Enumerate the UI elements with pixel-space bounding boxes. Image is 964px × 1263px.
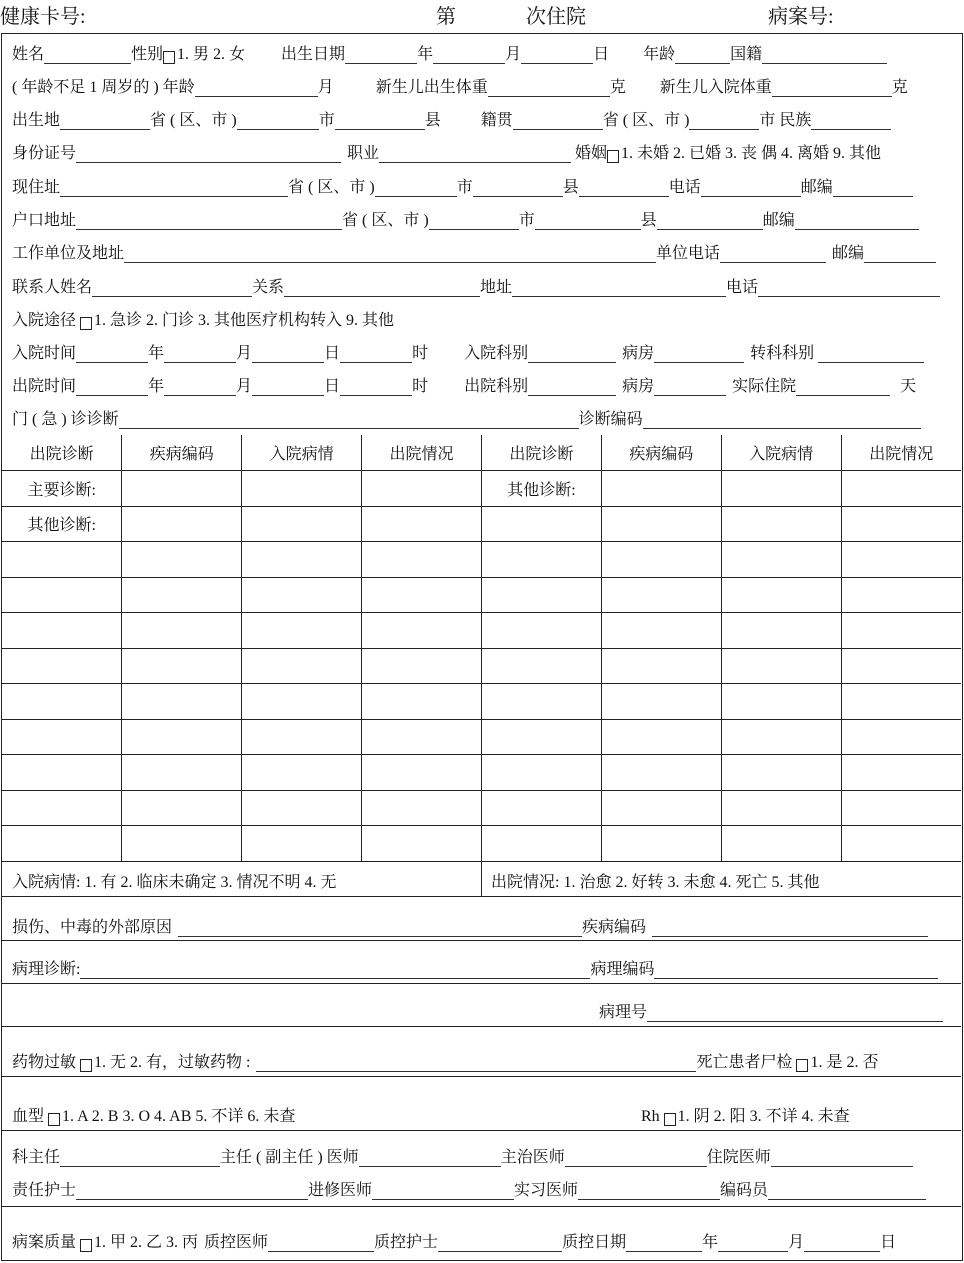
diagnosis-table (2, 435, 961, 862)
blank-field[interactable] (76, 378, 148, 396)
allergy-drug-field[interactable] (256, 1054, 696, 1072)
table-cell: 疾病编码 (601, 435, 721, 471)
table-cell[interactable] (841, 826, 961, 862)
row-name: 姓名 性别 1. 男 2. 女 出生日期 年 月 日 年龄 国籍 (12, 41, 887, 63)
birth-year-field[interactable] (345, 46, 417, 64)
table-cell[interactable] (362, 826, 482, 862)
table-cell[interactable] (362, 719, 482, 755)
rh-checkbox[interactable] (664, 1113, 676, 1126)
row-quality: 病案质量 1. 甲 2. 乙 3. 丙 质控医师 质控护士 质控日期 年 月 日 (12, 1234, 897, 1251)
phone-field[interactable] (701, 179, 801, 197)
table-cell[interactable] (2, 542, 122, 578)
table-row (2, 613, 961, 649)
table-cell[interactable] (362, 471, 482, 507)
trainee-physician-field[interactable] (372, 1182, 514, 1200)
table-cell[interactable] (122, 719, 242, 755)
table-cell[interactable] (601, 577, 721, 613)
table-cell[interactable] (482, 542, 602, 578)
table-cell[interactable] (2, 755, 122, 791)
qc-year-field[interactable] (626, 1234, 702, 1252)
table-cell[interactable] (362, 755, 482, 791)
table-cell[interactable] (122, 577, 242, 613)
table-cell[interactable] (2, 577, 122, 613)
blank-field[interactable] (340, 378, 412, 396)
native-province-field[interactable] (513, 112, 603, 130)
address-postcode-field[interactable] (833, 179, 913, 197)
table-cell[interactable] (841, 506, 961, 542)
table-cell[interactable] (721, 648, 841, 684)
table-row (2, 542, 961, 578)
table-cell[interactable] (122, 542, 242, 578)
table-cell: 出院情况 (362, 435, 482, 471)
table-cell[interactable] (242, 684, 362, 720)
row-birthplace: 出生地 省 ( 区、市 ) 市 县 籍贯 省 ( 区、市 ) 市 民族 (12, 107, 891, 129)
contact-phone-field[interactable] (758, 279, 940, 297)
table-cell[interactable] (242, 826, 362, 862)
outpatient-dx-field[interactable] (119, 411, 579, 429)
blank-field[interactable] (654, 345, 744, 363)
blank-field[interactable] (164, 378, 236, 396)
address-extra-field[interactable] (579, 179, 669, 197)
table-cell[interactable] (841, 684, 961, 720)
marital-checkbox[interactable] (607, 150, 619, 163)
row-registered-address: 户口地址 省 ( 区、市 ) 市 县 邮编 (12, 207, 919, 229)
attending-field[interactable] (565, 1149, 707, 1167)
intern-field[interactable] (578, 1182, 720, 1200)
table-row (2, 790, 961, 826)
qc-month-field[interactable] (718, 1234, 788, 1252)
table-cell[interactable] (721, 719, 841, 755)
table-cell[interactable] (482, 577, 602, 613)
blank-field[interactable] (654, 378, 726, 396)
table-header-row (2, 435, 961, 471)
row-allergy: 药物过敏 1. 无 2. 有，过敏药物 : 死亡患者尸检 1. 是 2. 否 (12, 1054, 879, 1071)
table-cell[interactable] (482, 506, 602, 542)
infant-age-field[interactable] (195, 79, 318, 97)
row-contact: 联系人姓名 关系 地址 电话 (12, 274, 940, 296)
nurse-field[interactable] (76, 1182, 308, 1200)
blank-field[interactable] (340, 345, 412, 363)
table-cell[interactable] (242, 755, 362, 791)
blood-type-checkbox[interactable] (48, 1113, 60, 1126)
contact-address-field[interactable] (512, 279, 726, 297)
qc-day-field[interactable] (804, 1234, 880, 1252)
birth-city-field[interactable] (237, 112, 319, 130)
employer-phone-field[interactable] (720, 245, 826, 263)
table-cell[interactable] (482, 790, 602, 826)
table-cell[interactable] (721, 471, 841, 507)
row-admission-route: 入院途径 1. 急诊 2. 门诊 3. 其他医疗机构转入 9. 其他 (12, 312, 395, 329)
blank-field[interactable] (76, 345, 148, 363)
table-cell[interactable] (122, 471, 242, 507)
birth-province-field[interactable] (60, 112, 150, 130)
birth-county-field[interactable] (335, 112, 425, 130)
table-cell[interactable] (2, 613, 122, 649)
table-row (2, 506, 961, 542)
table-cell[interactable] (242, 542, 362, 578)
registered-city-field[interactable] (429, 212, 519, 230)
pathology-code-field[interactable] (654, 961, 938, 979)
pathology-number-field[interactable] (647, 1004, 943, 1022)
table-cell[interactable] (2, 790, 122, 826)
table-cell[interactable] (601, 790, 721, 826)
table-row (2, 648, 961, 684)
table-cell[interactable] (721, 506, 841, 542)
record-frame (1, 33, 963, 1261)
divider (2, 1206, 961, 1207)
name-field[interactable] (44, 46, 131, 64)
admission-count-label: 次住院 (526, 6, 586, 28)
qc-nurse-field[interactable] (438, 1234, 562, 1252)
address-city-field[interactable] (375, 179, 457, 197)
table-cell[interactable] (242, 648, 362, 684)
table-cell: 出院情况 (841, 435, 961, 471)
row-admission-time: 入院时间 年 月 日 时 入院科别 病房 转科科别 (12, 340, 924, 362)
table-cell[interactable] (601, 471, 721, 507)
table-row (2, 471, 961, 507)
row-outpatient-dx: 门 ( 急 ) 诊诊断 诊断编码 (12, 406, 921, 428)
qc-doctor-field[interactable] (268, 1234, 374, 1252)
row-staff-2: 责任护士 进修医师 实习医师 编码员 (12, 1177, 926, 1199)
native-city-field[interactable] (689, 112, 759, 130)
table-row (2, 755, 961, 791)
table-cell[interactable] (122, 790, 242, 826)
table-cell[interactable] (601, 506, 721, 542)
table-cell[interactable] (841, 577, 961, 613)
row-pathology: 病理诊断: 病理编码 (12, 956, 938, 978)
employer-postcode-field[interactable] (864, 245, 936, 263)
birth-weight-field[interactable] (488, 79, 610, 97)
table-cell[interactable] (2, 684, 122, 720)
resident-field[interactable] (771, 1149, 913, 1167)
nationality-field[interactable] (762, 46, 887, 64)
table-cell[interactable] (122, 826, 242, 862)
divider (2, 983, 961, 984)
table-cell[interactable] (721, 684, 841, 720)
table-cell[interactable] (362, 684, 482, 720)
table-cell[interactable] (122, 684, 242, 720)
table-cell[interactable] (841, 613, 961, 649)
birth-day-field[interactable] (521, 46, 593, 64)
row-staff-1: 科主任 主任 ( 副主任 ) 医师 主治医师 住院医师 (12, 1144, 913, 1166)
table-cell: 其他诊断: (482, 471, 602, 507)
address-province-field[interactable] (60, 179, 288, 197)
row-infant-age: ( 年龄不足 1 周岁的 ) 年龄 月 新生儿出生体重 克 新生儿入院体重 克 (12, 79, 908, 96)
table-cell[interactable] (482, 755, 602, 791)
blank-field[interactable] (252, 345, 324, 363)
legend-divider (481, 862, 482, 896)
table-cell: 出院诊断 (482, 435, 602, 471)
table-cell[interactable] (362, 648, 482, 684)
table-cell[interactable] (362, 613, 482, 649)
id-number-field[interactable] (76, 145, 341, 163)
row-employer: 工作单位及地址 单位电话 邮编 (12, 240, 936, 262)
table-cell[interactable] (721, 790, 841, 826)
table-cell[interactable] (601, 719, 721, 755)
row-rh: Rh 1. 阴 2. 阳 3. 不详 4. 未查 (641, 1108, 850, 1125)
table-cell: 入院病情 (721, 435, 841, 471)
table-cell[interactable] (122, 648, 242, 684)
injury-code-field[interactable] (652, 919, 928, 937)
coder-field[interactable] (768, 1182, 926, 1200)
quality-checkbox[interactable] (80, 1239, 92, 1252)
table-cell: 其他诊断: (2, 506, 122, 542)
table-cell[interactable] (721, 542, 841, 578)
autopsy-checkbox[interactable] (796, 1059, 808, 1072)
row-pathology-no: 病理号 (599, 999, 943, 1021)
table-cell: 入院病情 (242, 435, 362, 471)
table-cell[interactable] (482, 684, 602, 720)
row-blood: 血型 1. A 2. B 3. O 4. AB 5. 不详 6. 未查 (12, 1108, 296, 1125)
blank-field[interactable] (252, 378, 324, 396)
admit-weight-field[interactable] (772, 79, 892, 97)
table-cell[interactable] (242, 506, 362, 542)
contact-name-field[interactable] (92, 279, 252, 297)
table-cell: 主要诊断: (2, 471, 122, 507)
row-id: 身份证号 职业 婚姻 1. 未婚 2. 已婚 3. 丧 偶 4. 离婚 9. 其他 (12, 145, 882, 162)
admission-route-checkbox[interactable] (80, 317, 92, 330)
blank-field[interactable] (528, 345, 616, 363)
table-cell[interactable] (2, 719, 122, 755)
table-cell[interactable] (2, 826, 122, 862)
table-cell[interactable] (482, 719, 602, 755)
divider (2, 896, 961, 897)
table-cell[interactable] (601, 755, 721, 791)
table-cell[interactable] (721, 613, 841, 649)
blank-field[interactable] (164, 345, 236, 363)
contact-relation-field[interactable] (284, 279, 480, 297)
table-cell[interactable] (242, 790, 362, 826)
table-cell[interactable] (721, 755, 841, 791)
table-cell[interactable] (841, 719, 961, 755)
table-cell[interactable] (841, 790, 961, 826)
chief-physician-field[interactable] (359, 1149, 501, 1167)
discharge-legend: 出院情况: 1. 治愈 2. 好转 3. 未愈 4. 死亡 5. 其他 (491, 874, 820, 891)
case-number-label: 病案号: (768, 6, 834, 28)
ethnicity-field[interactable] (811, 112, 891, 130)
table-cell[interactable] (601, 542, 721, 578)
table-cell[interactable] (601, 648, 721, 684)
table-cell[interactable] (2, 648, 122, 684)
table-row (2, 719, 961, 755)
table-cell[interactable] (721, 826, 841, 862)
table-cell[interactable] (122, 755, 242, 791)
blank-field[interactable] (528, 378, 616, 396)
table-cell: 疾病编码 (122, 435, 242, 471)
injury-cause-field[interactable] (178, 919, 582, 937)
table-cell: 出院诊断 (2, 435, 122, 471)
table-cell[interactable] (242, 719, 362, 755)
registered-extra-field[interactable] (657, 212, 763, 230)
divider (2, 940, 961, 941)
registered-postcode-field[interactable] (795, 212, 919, 230)
row-injury: 损伤、中毒的外部原因 疾病编码 (12, 914, 928, 936)
table-cell[interactable] (242, 613, 362, 649)
employer-field[interactable] (124, 245, 656, 263)
table-cell[interactable] (482, 648, 602, 684)
admission-di-label: 第 (436, 6, 456, 28)
table-cell[interactable] (122, 613, 242, 649)
table-row (2, 577, 961, 613)
table-cell[interactable] (482, 826, 602, 862)
occupation-field[interactable] (379, 145, 571, 163)
divider (2, 1130, 961, 1131)
divider (2, 1076, 961, 1077)
table-cell[interactable] (482, 613, 602, 649)
blank-field[interactable] (818, 345, 924, 363)
table-cell[interactable] (362, 542, 482, 578)
dept-head-field[interactable] (60, 1149, 220, 1167)
table-cell[interactable] (362, 506, 482, 542)
table-cell[interactable] (242, 577, 362, 613)
admission-legend: 入院病情: 1. 有 2. 临床未确定 3. 情况不明 4. 无 (12, 874, 337, 891)
table-cell[interactable] (841, 542, 961, 578)
table-cell[interactable] (362, 790, 482, 826)
table-cell[interactable] (841, 471, 961, 507)
table-cell[interactable] (362, 577, 482, 613)
health-card-label: 健康卡号: (0, 6, 86, 28)
table-row (2, 684, 961, 720)
row-address: 现住址 省 ( 区、市 ) 市 县 电话 邮编 (12, 174, 913, 196)
age-field[interactable] (675, 46, 730, 64)
divider (2, 1026, 961, 1027)
table-cell[interactable] (841, 648, 961, 684)
row-discharge-time: 出院时间 年 月 日 时 出院科别 病房 实际住院 天 (12, 378, 917, 395)
table-cell[interactable] (601, 684, 721, 720)
table-cell[interactable] (601, 826, 721, 862)
allergy-checkbox[interactable] (80, 1059, 92, 1072)
table-row (2, 826, 961, 862)
form-header (0, 0, 964, 30)
table-cell[interactable] (721, 577, 841, 613)
registered-province-field[interactable] (76, 212, 342, 230)
registered-county-field[interactable] (535, 212, 641, 230)
blank-field[interactable] (796, 378, 890, 396)
address-county-field[interactable] (473, 179, 563, 197)
pathology-dx-field[interactable] (80, 961, 590, 979)
table-cell[interactable] (601, 613, 721, 649)
outpatient-dx-code-field[interactable] (643, 411, 921, 429)
gender-checkbox[interactable] (163, 51, 175, 64)
table-cell[interactable] (242, 471, 362, 507)
table-cell[interactable] (841, 755, 961, 791)
birth-month-field[interactable] (433, 46, 505, 64)
table-cell[interactable] (122, 506, 242, 542)
